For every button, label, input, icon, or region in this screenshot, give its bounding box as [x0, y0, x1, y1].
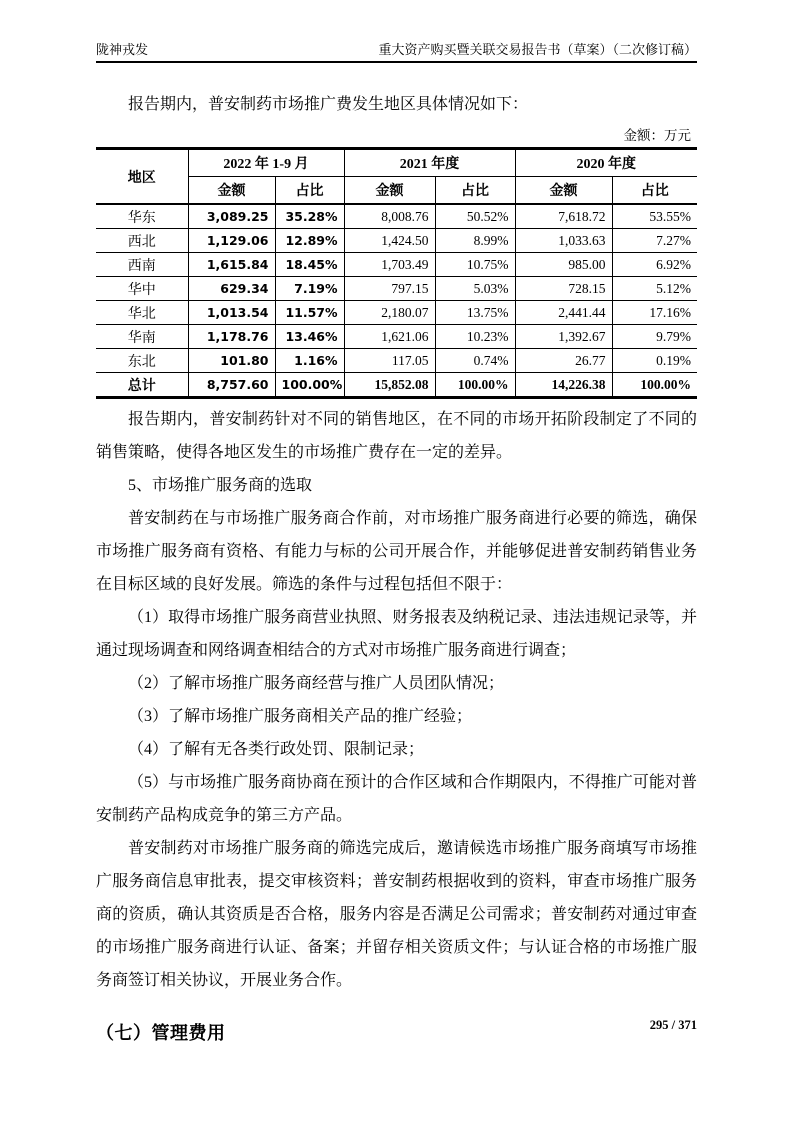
body-paragraph: （4）了解有无各类行政处罚、限制记录； — [128, 741, 425, 758]
value-cell: 7.27% — [612, 229, 697, 253]
value-cell: 18.45% — [275, 253, 344, 277]
page-number: 295 / 371 — [649, 1018, 697, 1032]
value-cell: 13.75% — [435, 301, 515, 325]
col-header-amount-2020: 金额 — [515, 177, 612, 205]
body-paragraph: 报告期内，普安制药针对不同的销售地区，在不同的市场开拓阶段制定了不同的销售策略，使得各地区发生的市场推广费存在一定的差异。 — [96, 411, 697, 461]
col-group-2021: 2021 年度 — [344, 149, 515, 177]
value-cell: 1,392.67 — [515, 325, 612, 349]
value-cell: 728.15 — [515, 277, 612, 301]
value-cell: 1,013.54 — [188, 301, 275, 325]
value-cell: 100.00% — [275, 373, 344, 398]
body-paragraph: 5、市场推广服务商的选取 — [128, 477, 313, 494]
region-cell: 华南 — [96, 325, 188, 349]
value-cell: 0.74% — [435, 349, 515, 373]
table-row — [96, 204, 697, 229]
table-row — [96, 373, 697, 398]
col-header-amount-2021: 金额 — [344, 177, 435, 205]
unit-note: 金额：万元 — [623, 128, 691, 143]
region-promotion-fee-table — [96, 147, 697, 399]
value-cell: 35.28% — [275, 204, 344, 229]
value-cell: 0.19% — [612, 349, 697, 373]
value-cell: 117.05 — [344, 349, 435, 373]
col-header-region: 地区 — [96, 149, 188, 205]
col-group-2022: 2022 年 1-9 月 — [188, 149, 344, 177]
body-paragraph: （2）了解市场推广服务商经营与推广人员团队情况； — [128, 675, 505, 692]
value-cell: 17.16% — [612, 301, 697, 325]
value-cell: 100.00% — [612, 373, 697, 398]
value-cell: 1.16% — [275, 349, 344, 373]
value-cell: 7.19% — [275, 277, 344, 301]
value-cell: 1,703.49 — [344, 253, 435, 277]
value-cell: 13.46% — [275, 325, 344, 349]
value-cell: 797.15 — [344, 277, 435, 301]
value-cell: 1,424.50 — [344, 229, 435, 253]
value-cell: 53.55% — [612, 204, 697, 229]
page-header — [96, 42, 697, 63]
value-cell: 5.03% — [435, 277, 515, 301]
value-cell: 50.52% — [435, 204, 515, 229]
body-paragraph: （3）了解市场推广服务商相关产品的推广经验； — [128, 708, 473, 725]
region-cell: 西南 — [96, 253, 188, 277]
value-cell: 629.34 — [188, 277, 275, 301]
value-cell: 2,180.07 — [344, 301, 435, 325]
value-cell: 12.89% — [275, 229, 344, 253]
col-group-2020: 2020 年度 — [515, 149, 697, 177]
header-company-name: 陇神戎发 — [96, 42, 149, 57]
table-row — [96, 229, 697, 253]
section-heading: （七）管理费用 — [96, 1023, 226, 1044]
value-cell: 1,129.06 — [188, 229, 275, 253]
value-cell: 6.92% — [612, 253, 697, 277]
value-cell: 11.57% — [275, 301, 344, 325]
col-header-ratio-2022: 占比 — [275, 177, 344, 205]
body-paragraph: （1）取得市场推广服务商营业执照、财务报表及纳税记录、违法违规记录等，并通过现场调查和网络调查相结合的方式对市场推广服务商进行调查； — [96, 609, 697, 659]
region-cell: 总计 — [96, 373, 188, 398]
region-cell: 西北 — [96, 229, 188, 253]
value-cell: 1,178.76 — [188, 325, 275, 349]
value-cell: 985.00 — [515, 253, 612, 277]
col-header-ratio-2020: 占比 — [612, 177, 697, 205]
intro-paragraph: 报告期内，普安制药市场推广费发生地区具体情况如下： — [128, 96, 529, 113]
table-row — [96, 325, 697, 349]
value-cell: 3,089.25 — [188, 204, 275, 229]
value-cell: 26.77 — [515, 349, 612, 373]
body-paragraphs — [96, 403, 697, 997]
value-cell: 8.99% — [435, 229, 515, 253]
col-header-amount-2022: 金额 — [188, 177, 275, 205]
region-cell: 东北 — [96, 349, 188, 373]
value-cell: 7,618.72 — [515, 204, 612, 229]
value-cell: 100.00% — [435, 373, 515, 398]
body-paragraph: （5）与市场推广服务商协商在预计的合作区域和合作期限内，不得推广可能对普安制药产品构成竞争的第三方产品。 — [96, 774, 697, 824]
value-cell: 10.23% — [435, 325, 515, 349]
value-cell: 8,757.60 — [188, 373, 275, 398]
value-cell: 1,033.63 — [515, 229, 612, 253]
value-cell: 101.80 — [188, 349, 275, 373]
value-cell: 5.12% — [612, 277, 697, 301]
value-cell: 8,008.76 — [344, 204, 435, 229]
body-paragraph: 普安制药对市场推广服务商的筛选完成后，邀请候选市场推广服务商填写市场推广服务商信息审批表，提交审核资料；普安制药根据收到的资料，审查市场推广服务商的资质，确认其资质是否合格，服务内容是否满足公司需求；普安制药对通过审查的市场推广服务商进行认证、备案；并留存相关资质文件；与认证合格的市场推广服务商签订相关协议，开展业务合作。 — [96, 840, 697, 989]
body-paragraph: 普安制药在与市场推广服务商合作前，对市场推广服务商进行必要的筛选，确保市场推广服务商有资格、有能力与标的公司开展合作，并能够促进普安制药销售业务在目标区域的良好发展。筛选的条件与过程包括但不限于： — [96, 510, 697, 593]
table-group-header-row — [96, 149, 697, 177]
region-cell: 华中 — [96, 277, 188, 301]
value-cell: 1,615.84 — [188, 253, 275, 277]
header-report-title: 重大资产购买暨关联交易报告书（草案）（二次修订稿） — [378, 42, 697, 57]
value-cell: 14,226.38 — [515, 373, 612, 398]
value-cell: 15,852.08 — [344, 373, 435, 398]
table-row — [96, 253, 697, 277]
col-header-ratio-2021: 占比 — [435, 177, 515, 205]
value-cell: 2,441.44 — [515, 301, 612, 325]
value-cell: 1,621.06 — [344, 325, 435, 349]
table-row — [96, 277, 697, 301]
region-cell: 华东 — [96, 204, 188, 229]
region-cell: 华北 — [96, 301, 188, 325]
value-cell: 9.79% — [612, 325, 697, 349]
value-cell: 10.75% — [435, 253, 515, 277]
table-row — [96, 301, 697, 325]
table-row — [96, 349, 697, 373]
